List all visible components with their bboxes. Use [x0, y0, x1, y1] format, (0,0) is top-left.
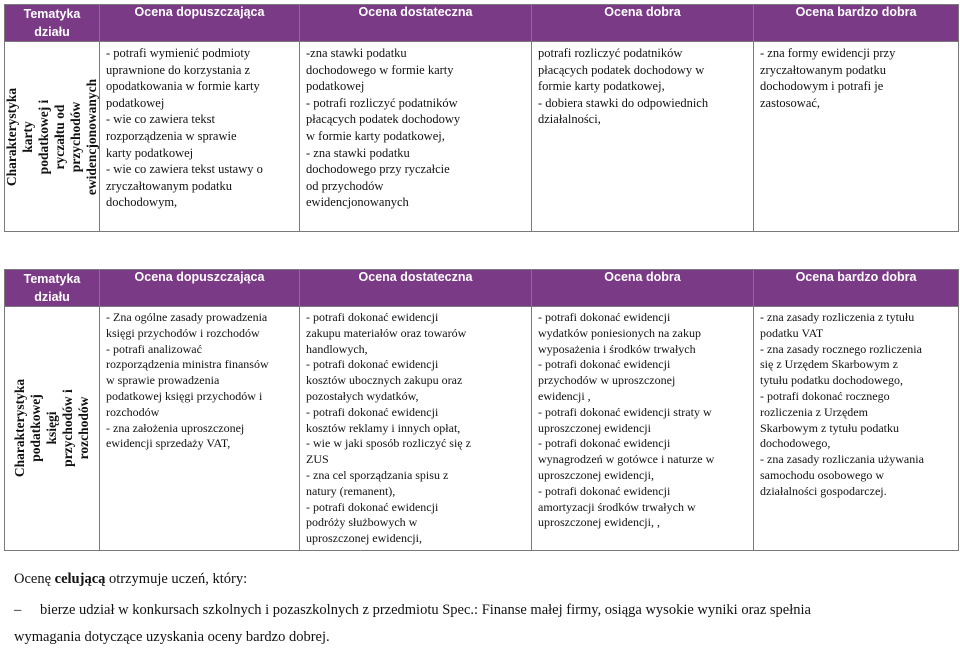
- requirements-sufficient: - Zna ogólne zasady prowadzenia księgi przychodów i rozchodów - potrafi analizować rozporządzenia ministra finansów w sprawie prowadzenia podatkowej księgi przychodów i rozchodów - zna założenia uproszczonej ewidencji sprzedaży VAT,: [106, 310, 269, 451]
- header-grade-sufficient: Ocena dopuszczająca: [100, 5, 300, 42]
- excellent-grade-criterion: [14, 602, 954, 619]
- header-grade-satisfactory: Ocena dostateczna: [300, 270, 532, 307]
- grading-table-ksiega-przychodow: [4, 269, 959, 551]
- intro-text-end: otrzymuje uczeń, który:: [105, 571, 248, 587]
- table-row: [5, 307, 959, 551]
- topic-cell: [5, 307, 100, 551]
- table-header-row: [5, 5, 959, 42]
- requirements-very-good: - zna formy ewidencji przy zryczałtowanym podatku dochodowym i potrafi je zastosować,: [760, 46, 896, 110]
- requirements-sufficient: - potrafi wymienić podmioty uprawnione do korzystania z opodatkowania w formie karty podatkowej - wie co zawiera tekst rozporządzenia w sprawie karty podatkowej - wie co zawiera tekst ustawy o zryczałtowanym podatku dochodowym,: [106, 46, 263, 210]
- header-grade-good: Ocena dobra: [532, 5, 754, 42]
- requirements-good: - potrafi dokonać ewidencji wydatków poniesionych na zakup wyposażenia i środków trwałych - potrafi dokonać ewidencji przychodów w uproszczonej ewidencji , - potrafi dokonać ewidencji straty w uproszczonej ewidencji - potrafi dokonać ewidencji wynagrodzeń w gotówce i naturze w uproszczonej ewidencji, - potrafi dokonać ewidencji amortyzacji środków trwałych w uproszczonej ewidencji, ,: [538, 310, 715, 530]
- topic-label: Charakterystyka karty podatkowej i ryczałtu od przychodów ewidencjonowanych: [4, 78, 99, 195]
- excellent-grade-intro: [14, 571, 247, 588]
- criterion-text: bierze udział w konkursach szkolnych i pozaszkolnych z przedmiotu Spec.: Finanse małej firmy, osiąga wysokie wyniki oraz spełnia: [40, 602, 811, 618]
- table-row: [5, 42, 959, 232]
- topic-cell: [5, 42, 100, 232]
- excellent-grade-criterion-cont: wymagania dotyczące uzyskania oceny bardzo dobrej.: [14, 629, 330, 645]
- header-grade-very-good: Ocena bardzo dobra: [754, 270, 959, 307]
- table-header-row: [5, 270, 959, 307]
- topic-label: Charakterystyka podatkowej księgi przychodów i rozchodów: [12, 379, 91, 478]
- requirements-satisfactory: -zna stawki podatku dochodowego w formie karty podatkowej - potrafi rozliczyć podatników płacących podatek dochodowy w formie karty podatkowej, - zna stawki podatku dochodowego przy ryczałcie od przychodów ewidencjonowanych: [306, 46, 461, 210]
- header-grade-sufficient: Ocena dopuszczająca: [100, 270, 300, 307]
- requirements-good: potrafi rozliczyć podatników płacących podatek dochodowy w formie karty podatkowej, - dobiera stawki do odpowiednich działalności,: [538, 46, 709, 127]
- grade-name-celujaca: celującą: [54, 571, 106, 587]
- header-topic: Tematyka działu: [5, 270, 100, 307]
- requirements-satisfactory: - potrafi dokonać ewidencji zakupu materiałów oraz towarów handlowych, - potrafi dokonać ewidencji kosztów ubocznych zakupu oraz pozostałych wydatków, - potrafi dokonać ewidencji kosztów reklamy i innych opłat, - wie w jaki sposób rozliczyć się z ZUS - zna cel sporządzania spisu z natury (remanent), - potrafi dokonać ewidencji podróży służbowych w uproszczonej ewidencji,: [306, 310, 471, 546]
- grading-table-karta-podatkowa: [4, 4, 959, 232]
- header-grade-good: Ocena dobra: [532, 270, 754, 307]
- requirements-very-good: - zna zasady rozliczenia z tytułu podatku VAT - zna zasady rocznego rozliczenia się z Urzędem Skarbowym z tytułu podatku dochodowego, - potrafi dokonać rocznego rozliczenia z Urzędem Skarbowym z tytułu podatku dochodowego, - zna zasady rozliczania używania samochodu osobowego w działalności gospodarczej.: [760, 310, 924, 498]
- list-dash: –: [14, 602, 22, 618]
- header-grade-satisfactory: Ocena dostateczna: [300, 5, 532, 42]
- header-grade-very-good: Ocena bardzo dobra: [754, 5, 959, 42]
- intro-text-start: Ocenę: [14, 571, 55, 587]
- header-topic: Tematyka działu: [5, 5, 100, 42]
